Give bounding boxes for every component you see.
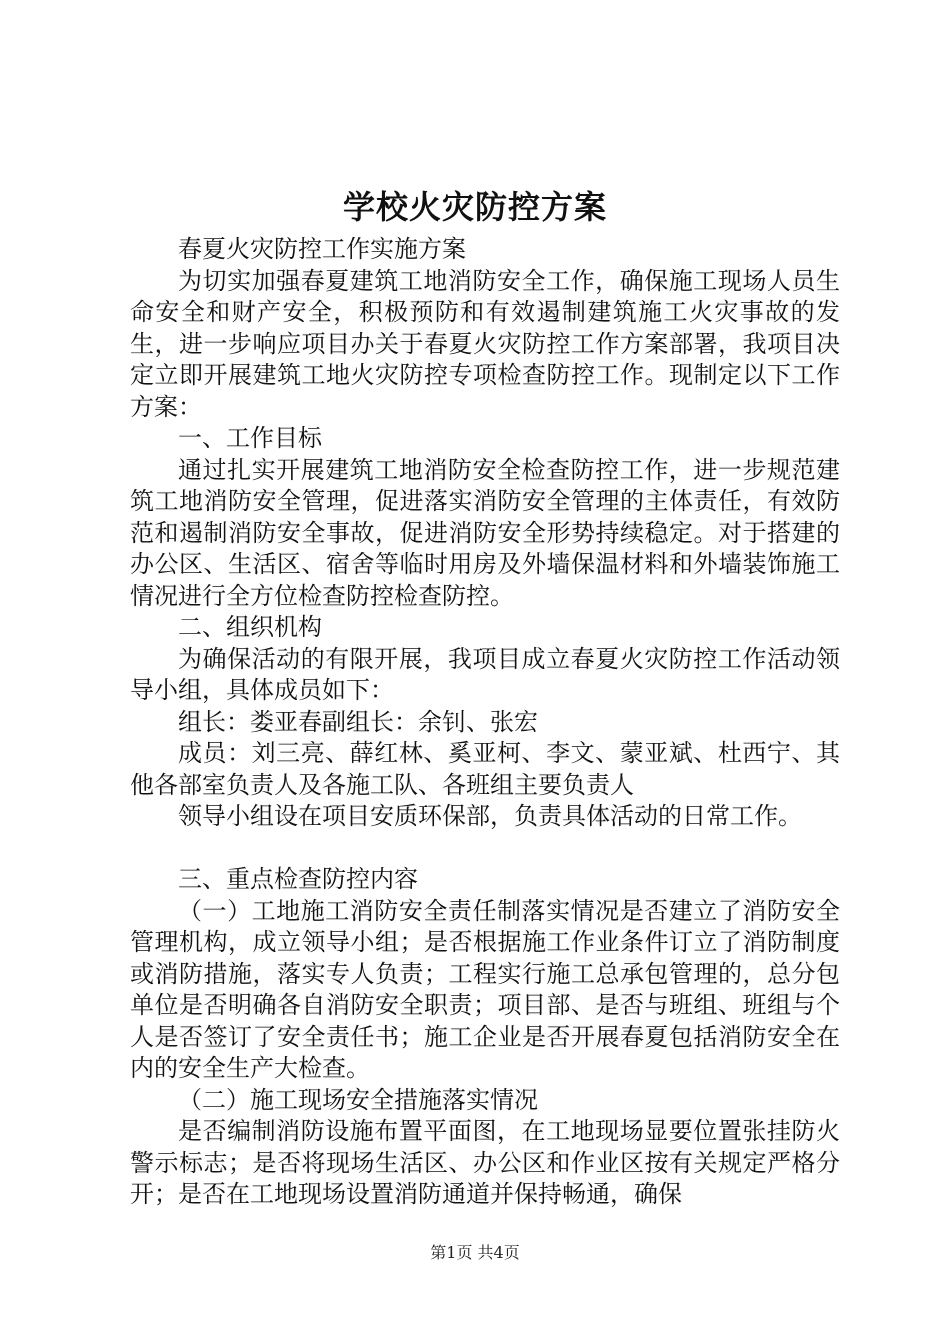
paragraph-plan-heading: 春夏火灾防控工作实施方案: [178, 235, 466, 263]
subheading-inspection-2: （二）施工现场安全措施落实情况: [178, 1085, 538, 1114]
paragraph-intro: 为切实加强春夏建筑工地消防安全工作，确保施工现场人员生命安全和财产安全，积极预防和有效遏制建筑施工火灾事故的发生，进一步响应项目办关于春夏火灾防控工作方案部署，我项目决定立即开展建筑工地火灾防控专项检查防控工作。现制定以下工作方案：: [130, 266, 840, 421]
section-heading-goals: 一、工作目标: [178, 424, 322, 452]
section-heading-inspection: 三、重点检查防控内容: [178, 865, 418, 893]
paragraph-leaders: 组长：娄亚春副组长：余钊、张宏: [178, 707, 538, 736]
paragraph-inspection-2: 是否编制消防设施布置平面图，在工地现场显要位置张挂防火警示标志；是否将现场生活区、办公区和作业区按有关规定严格分开；是否在工地现场设置消防通道并保持畅通，确保: [130, 1117, 840, 1208]
document-title: 学校火灾防控方案: [342, 188, 607, 226]
paragraph-organization: 为确保活动的有限开展，我项目成立春夏火灾防控工作活动领导小组，具体成员如下：: [130, 644, 840, 704]
paragraph-members: 成员：刘三亮、薛红林、奚亚柯、李文、蒙亚斌、杜西宁、其他各部室负责人及各施工队、各班组主要负责人: [130, 739, 840, 799]
section-heading-organization: 二、组织机构: [178, 613, 322, 641]
document-body: [130, 234, 840, 1211]
paragraph-spacer: [130, 833, 840, 865]
paragraph-office: 领导小组设在项目安质环保部，负责具体活动的日常工作。: [178, 802, 802, 830]
paragraph-goals: 通过扎实开展建筑工地消防安全检查防控工作，进一步规范建筑工地消防安全管理，促进落实消防安全管理的主体责任，有效防范和遏制消防安全事故，促进消防安全形势持续稳定。对于搭建的办公区、生活区、宿舍等临时用房及外墙保温材料和外墙装饰施工情况进行全方位检查防控检查防控。: [130, 455, 840, 610]
page-number-footer: 第1页 共4页: [430, 1243, 520, 1262]
paragraph-inspection-1: （一）工地施工消防安全责任制落实情况是否建立了消防安全管理机构，成立领导小组；是否根据施工作业条件订立了消防制度或消防措施，落实专人负责；工程实行施工总承包管理的，总分包单位是否明确各自消防安全职责；项目部、是否与班组、班组与个人是否签订了安全责任书；施工企业是否开展春夏包括消防安全在内的安全生产大检查。: [130, 896, 840, 1082]
